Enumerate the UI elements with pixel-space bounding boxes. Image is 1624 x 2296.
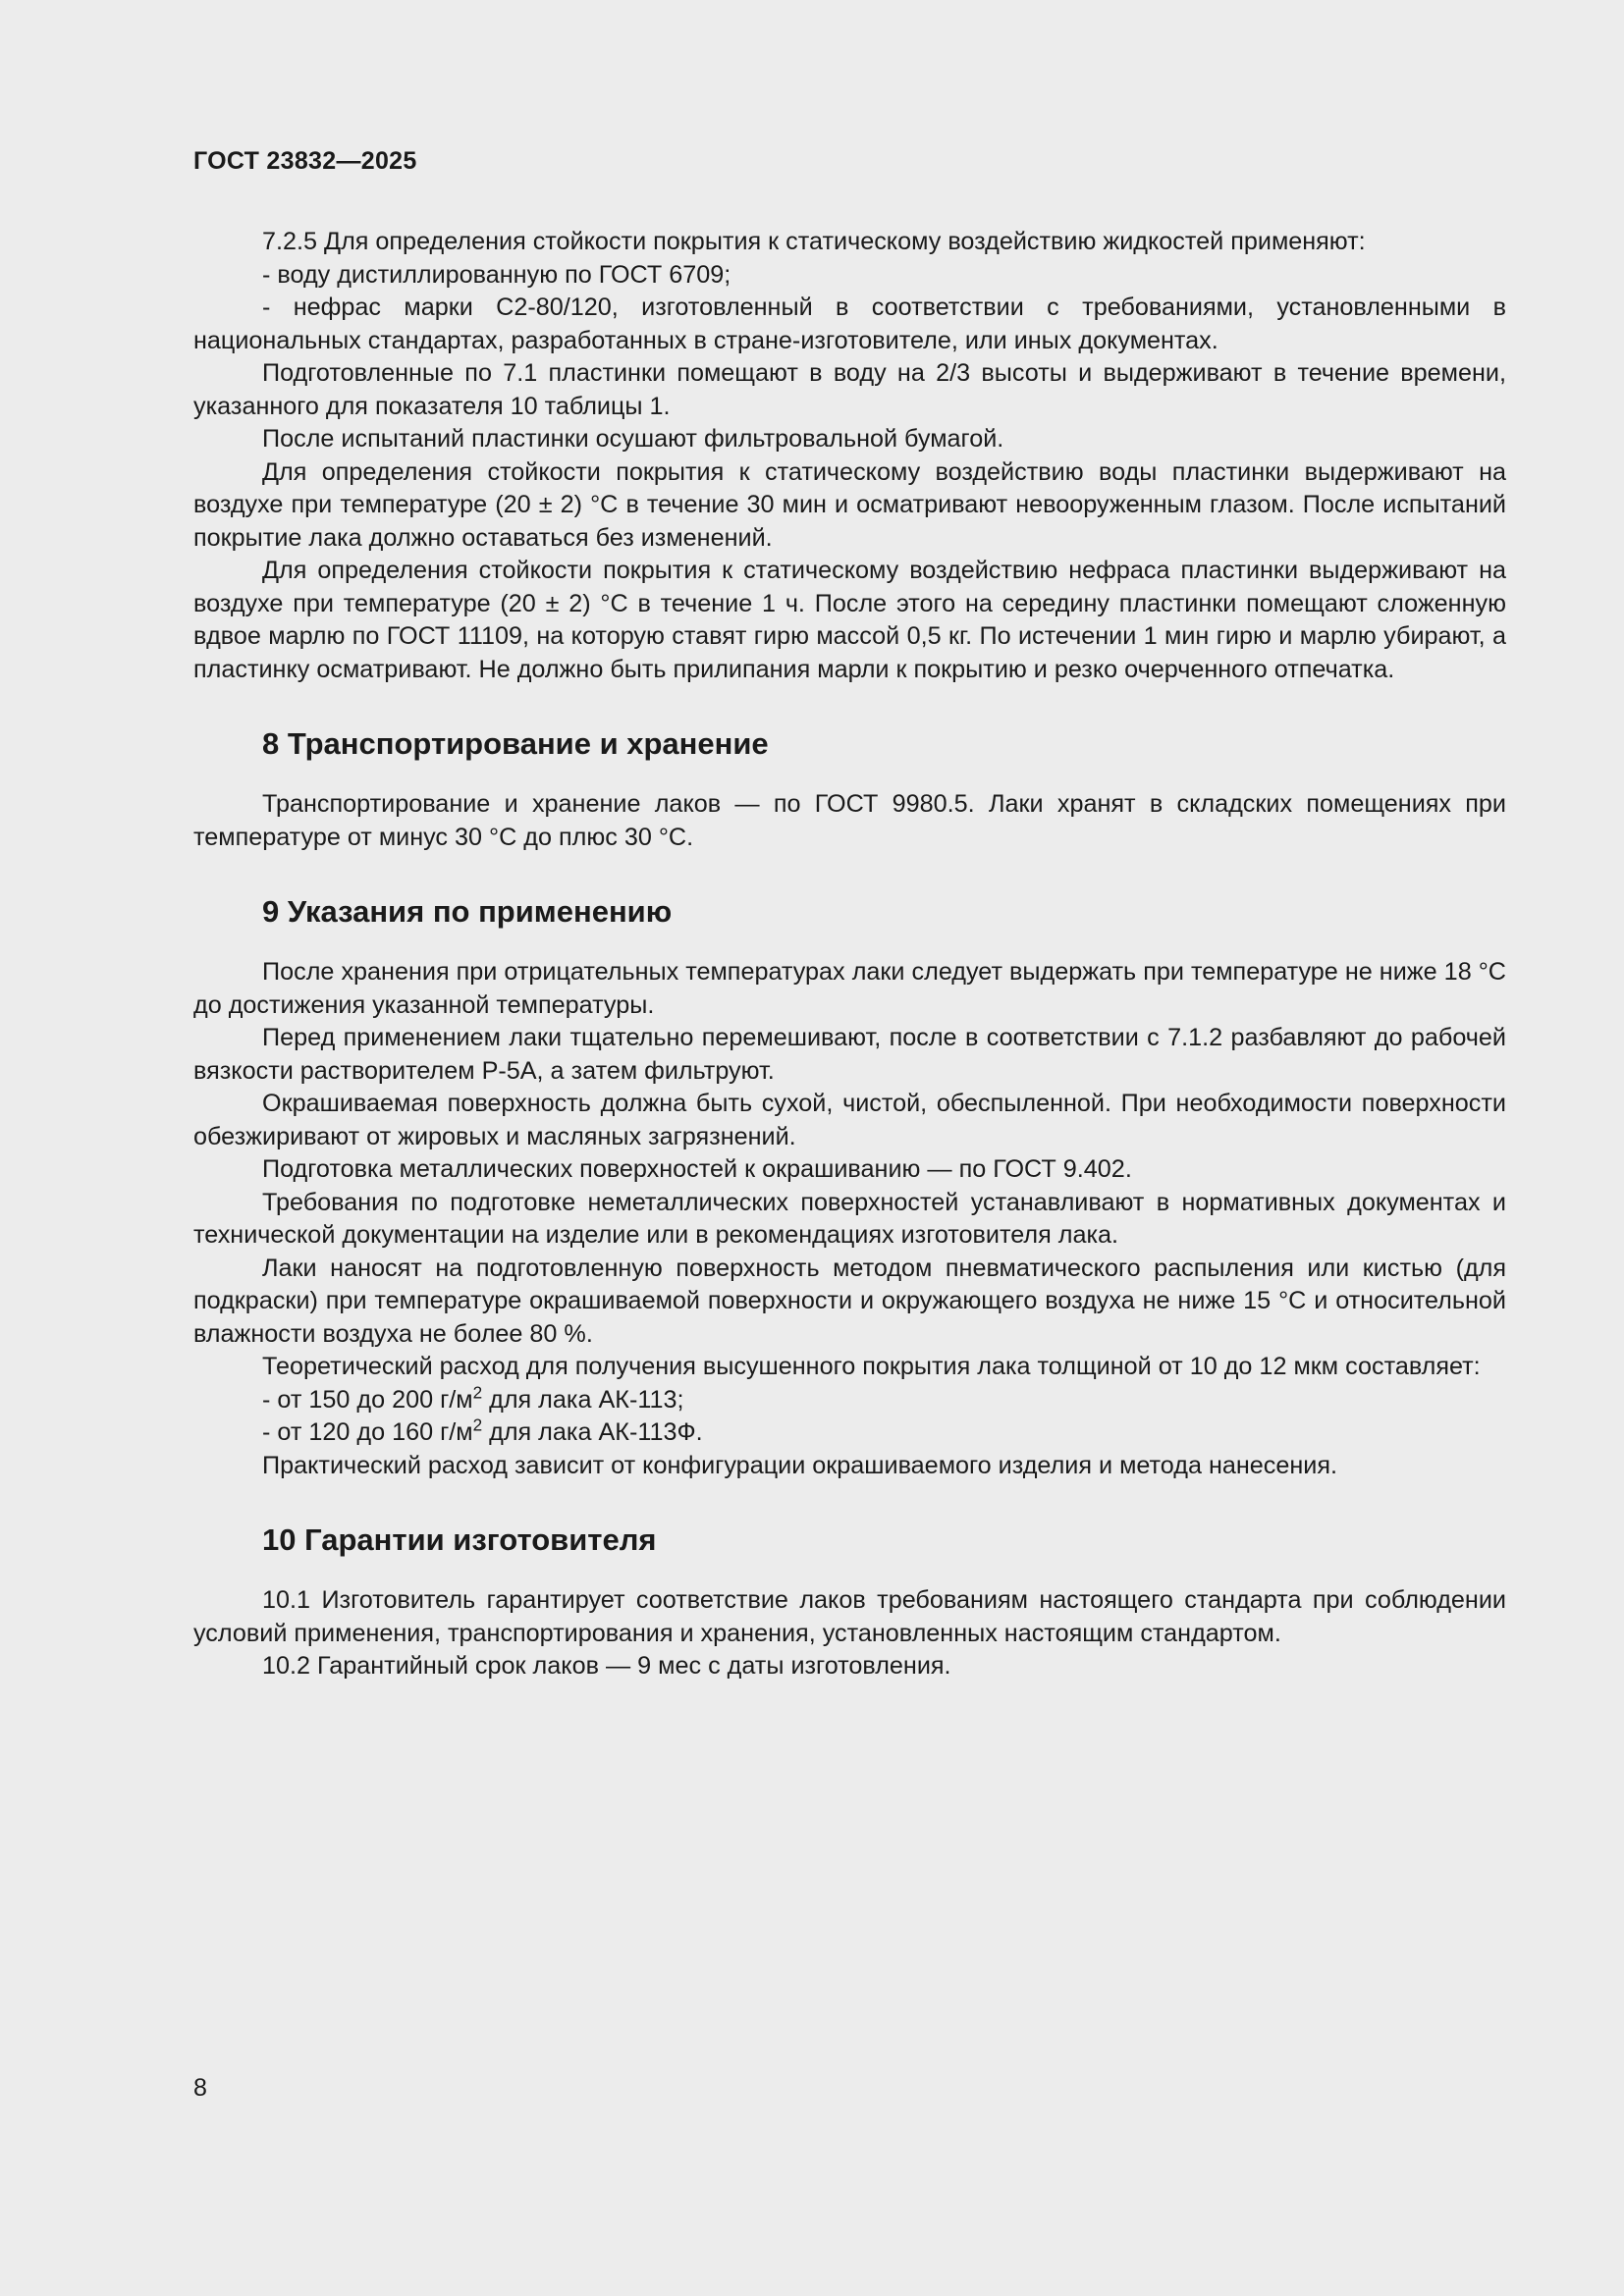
paragraph: Подготовка металлических поверхностей к окрашиванию — по ГОСТ 9.402. (262, 1155, 1132, 1183)
list-item: - нефрас марки С2-80/120, изготовленный в соответствии с требованиями, установленными в национальных стандартах, разработанных в стране-изготовителе, или иных документах. (193, 294, 1506, 354)
document-header: ГОСТ 23832—2025 (193, 147, 417, 175)
section-heading-8: 8 Транспортирование и хранение (262, 726, 769, 761)
paragraph: Теоретический расход для получения высушенного покрытия лака толщиной от 10 до 12 мкм составляет: (262, 1353, 1481, 1380)
paragraph: Для определения стойкости покрытия к статическому воздействию воды пластинки выдерживают на воздухе при температуре (20 ± 2) °С в течение 30 мин и осматривают невооруженным глазом. После испытаний покрытие лака должно оставаться без изменений. (193, 457, 1506, 552)
paragraph: После испытаний пластинки осушают фильтровальной бумагой. (262, 425, 1004, 453)
list-item (193, 1384, 1506, 1417)
paragraph-7-2-5: 7.2.5 Для определения стойкости покрытия к статическому воздействию жидкостей применяют: (262, 228, 1366, 255)
section-heading-9: 9 Указания по применению (262, 894, 673, 929)
paragraph: Подготовленные по 7.1 пластинки помещают в воду на 2/3 высоты и выдерживают в течение времени, указанного для показателя 10 таблицы 1. (193, 359, 1506, 420)
paragraph: Практический расход зависит от конфигурации окрашиваемого изделия и метода нанесения. (262, 1451, 1338, 1479)
paragraph-10-2: 10.2 Гарантийный срок лаков — 9 мес с даты изготовления. (262, 1652, 951, 1680)
list-item-text: для лака АК-113; (482, 1385, 684, 1414)
paragraph: Перед применением лаки тщательно перемешивают, после в соответствии с 7.1.2 разбавляют до рабочей вязкости растворителем Р-5А, а затем фильтруют. (193, 1024, 1506, 1085)
paragraph: Лаки наносят на подготовленную поверхность методом пневматического распыления или кистью (для подкраски) при температуре окрашиваемой поверхности и окружающего воздуха не ниже 15 °С и относительной влажности воздуха не более 80 %. (193, 1254, 1506, 1348)
paragraph: Транспортирование и хранение лаков — по ГОСТ 9980.5. Лаки хранят в складских помещениях при температуре от минус 30 °С до плюс 30 °С. (193, 790, 1506, 851)
superscript: 2 (472, 1415, 483, 1435)
list-item: - воду дистиллированную по ГОСТ 6709; (262, 260, 731, 289)
paragraph: Для определения стойкости покрытия к статическому воздействию нефраса пластинки выдерживают на воздухе при температуре (20 ± 2) °С в течение 1 ч. После этого на середину пластинки помещают сложенную вдвое марлю по ГОСТ 11109, на которую ставят гирю массой 0,5 кг. По истечении 1 мин гирю и марлю убирают, а пластинку осматривают. Не должно быть прилипания марли к покрытию и резко очерченного отпечатка. (193, 557, 1506, 683)
paragraph: Требования по подготовке неметаллических поверхностей устанавливают в нормативных документах и технической документации на изделие или в рекомендациях изготовителя лака. (193, 1188, 1506, 1249)
list-item-text: - от 120 до 160 г/м (262, 1418, 473, 1446)
superscript: 2 (472, 1382, 483, 1403)
section-heading-10: 10 Гарантии изготовителя (262, 1522, 657, 1557)
list-item (193, 1416, 1506, 1450)
list-item-text: для лака АК-113Ф. (482, 1418, 703, 1446)
paragraph-10-1: 10.1 Изготовитель гарантирует соответствие лаков требованиям настоящего стандарта при соблюдении условий применения, транспортирования и хранения, установленных настоящим стандартом. (193, 1586, 1506, 1647)
list-item-text: - от 150 до 200 г/м (262, 1385, 473, 1414)
paragraph: Окрашиваемая поверхность должна быть сухой, чистой, обеспыленной. При необходимости поверхности обезжиривают от жировых и масляных загрязнений. (193, 1090, 1506, 1150)
paragraph: После хранения при отрицательных температурах лаки следует выдержать при температуре не ниже 18 °С до достижения указанной температуры. (193, 958, 1506, 1019)
page-number: 8 (193, 2074, 207, 2102)
document-body (193, 226, 1506, 1683)
